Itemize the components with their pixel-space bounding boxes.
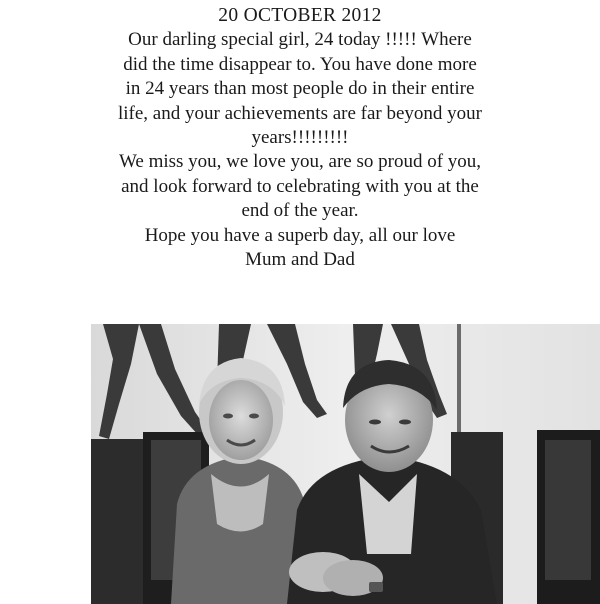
couple-photo [91,324,600,604]
message-line: life, and your achievements are far beyond your [117,102,482,124]
message-line: in 24 years than most people do in their entire [125,78,475,100]
message-line: Hope you have a superb day, all our love [144,224,456,246]
message-line: and look forward to celebrating with you at the [121,175,479,197]
birthday-message [0,4,600,272]
message-date: 20 OCTOBER 2012 [218,5,382,26]
couple-photo-illustration [91,324,600,604]
message-line: years!!!!!!!!! [251,127,349,149]
message-line: end of the year. [241,200,359,222]
message-line: We miss you, we love you, are so proud of you, [118,151,482,173]
message-line: Our darling special girl, 24 today !!!!! Where [128,29,472,51]
message-signature: Mum and Dad [245,249,355,271]
message-line: did the time disappear to. You have done more [123,53,477,75]
